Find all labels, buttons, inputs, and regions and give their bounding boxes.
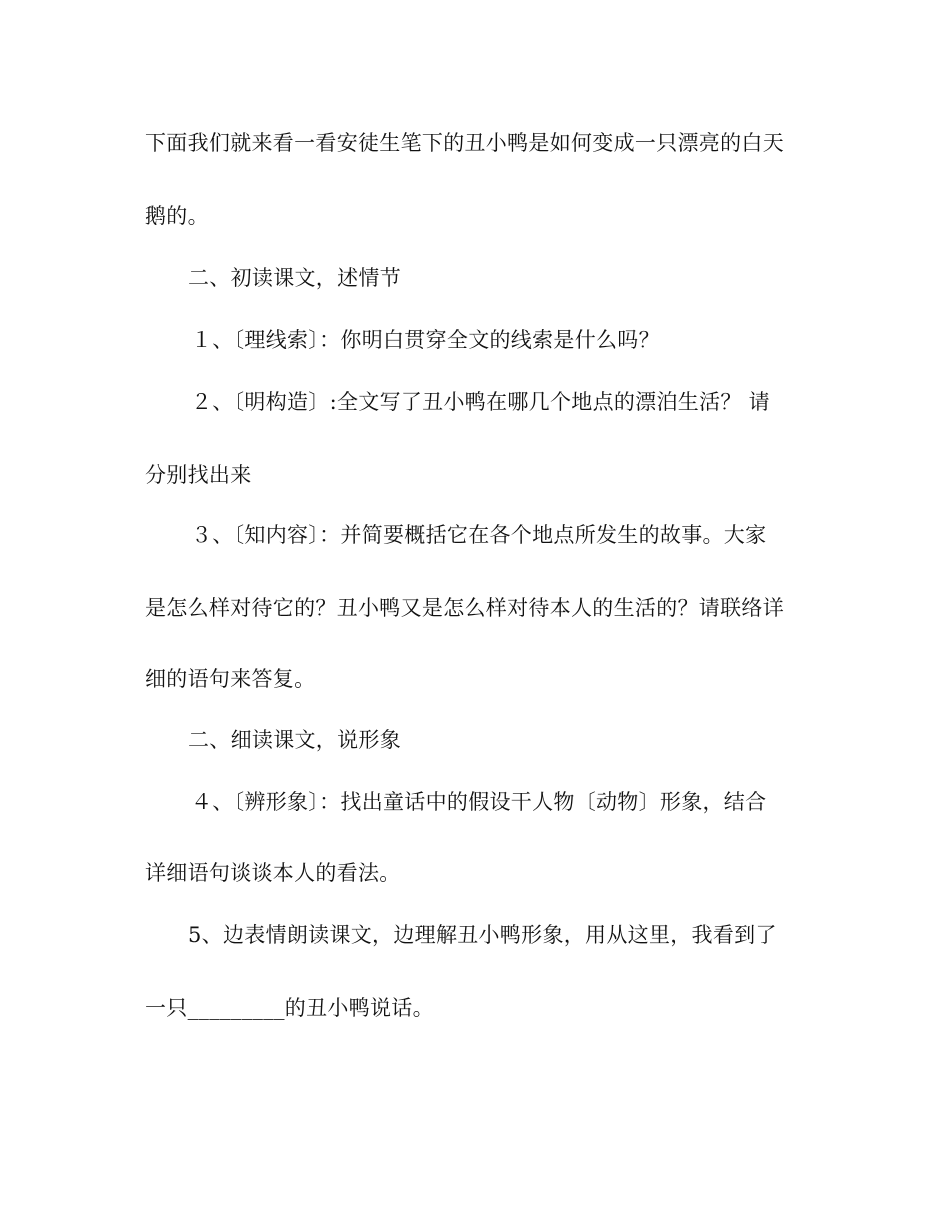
question-3-line-3: 细的语句来答复。: [145, 667, 316, 691]
paragraph-line-intro-2: 鹅的。: [145, 204, 209, 228]
question-2-line-1: ２、〔明构造〕:全文写了丑小鸭在哪几个地点的漂泊生活？ 请: [191, 390, 770, 414]
question-4-line-1: ４、〔辨形象〕：找出童话中的假设干人物〔动物〕形象，结合: [191, 790, 767, 814]
question-5-line-2: 一只_________的丑小鸭说话。: [145, 996, 434, 1020]
question-2-line-2: 分别找出来: [145, 463, 252, 487]
question-5-line-1: 5、边表情朗读课文，边理解丑小鸭形象，用从这里，我看到了: [188, 923, 777, 947]
question-1-line-1: １、〔理线索〕：你明白贯穿全文的线索是什么吗？: [191, 328, 660, 352]
section-heading-close-reading: 二、细读课文，说形象: [188, 728, 401, 752]
question-3-line-1: ３、〔知内容〕：并简要概括它在各个地点所发生的故事。大家: [191, 523, 767, 547]
question-3-line-2: 是怎么样对待它的？丑小鸭又是怎么样对待本人的生活的？请联络详: [145, 596, 784, 620]
paragraph-line-intro-1: 下面我们就来看一看安徒生笔下的丑小鸭是如何变成一只漂亮的白天: [145, 131, 784, 155]
question-4-line-2: 详细语句谈谈本人的看法。: [145, 861, 401, 885]
section-heading-first-reading: 二、初读课文，述情节: [188, 266, 401, 290]
